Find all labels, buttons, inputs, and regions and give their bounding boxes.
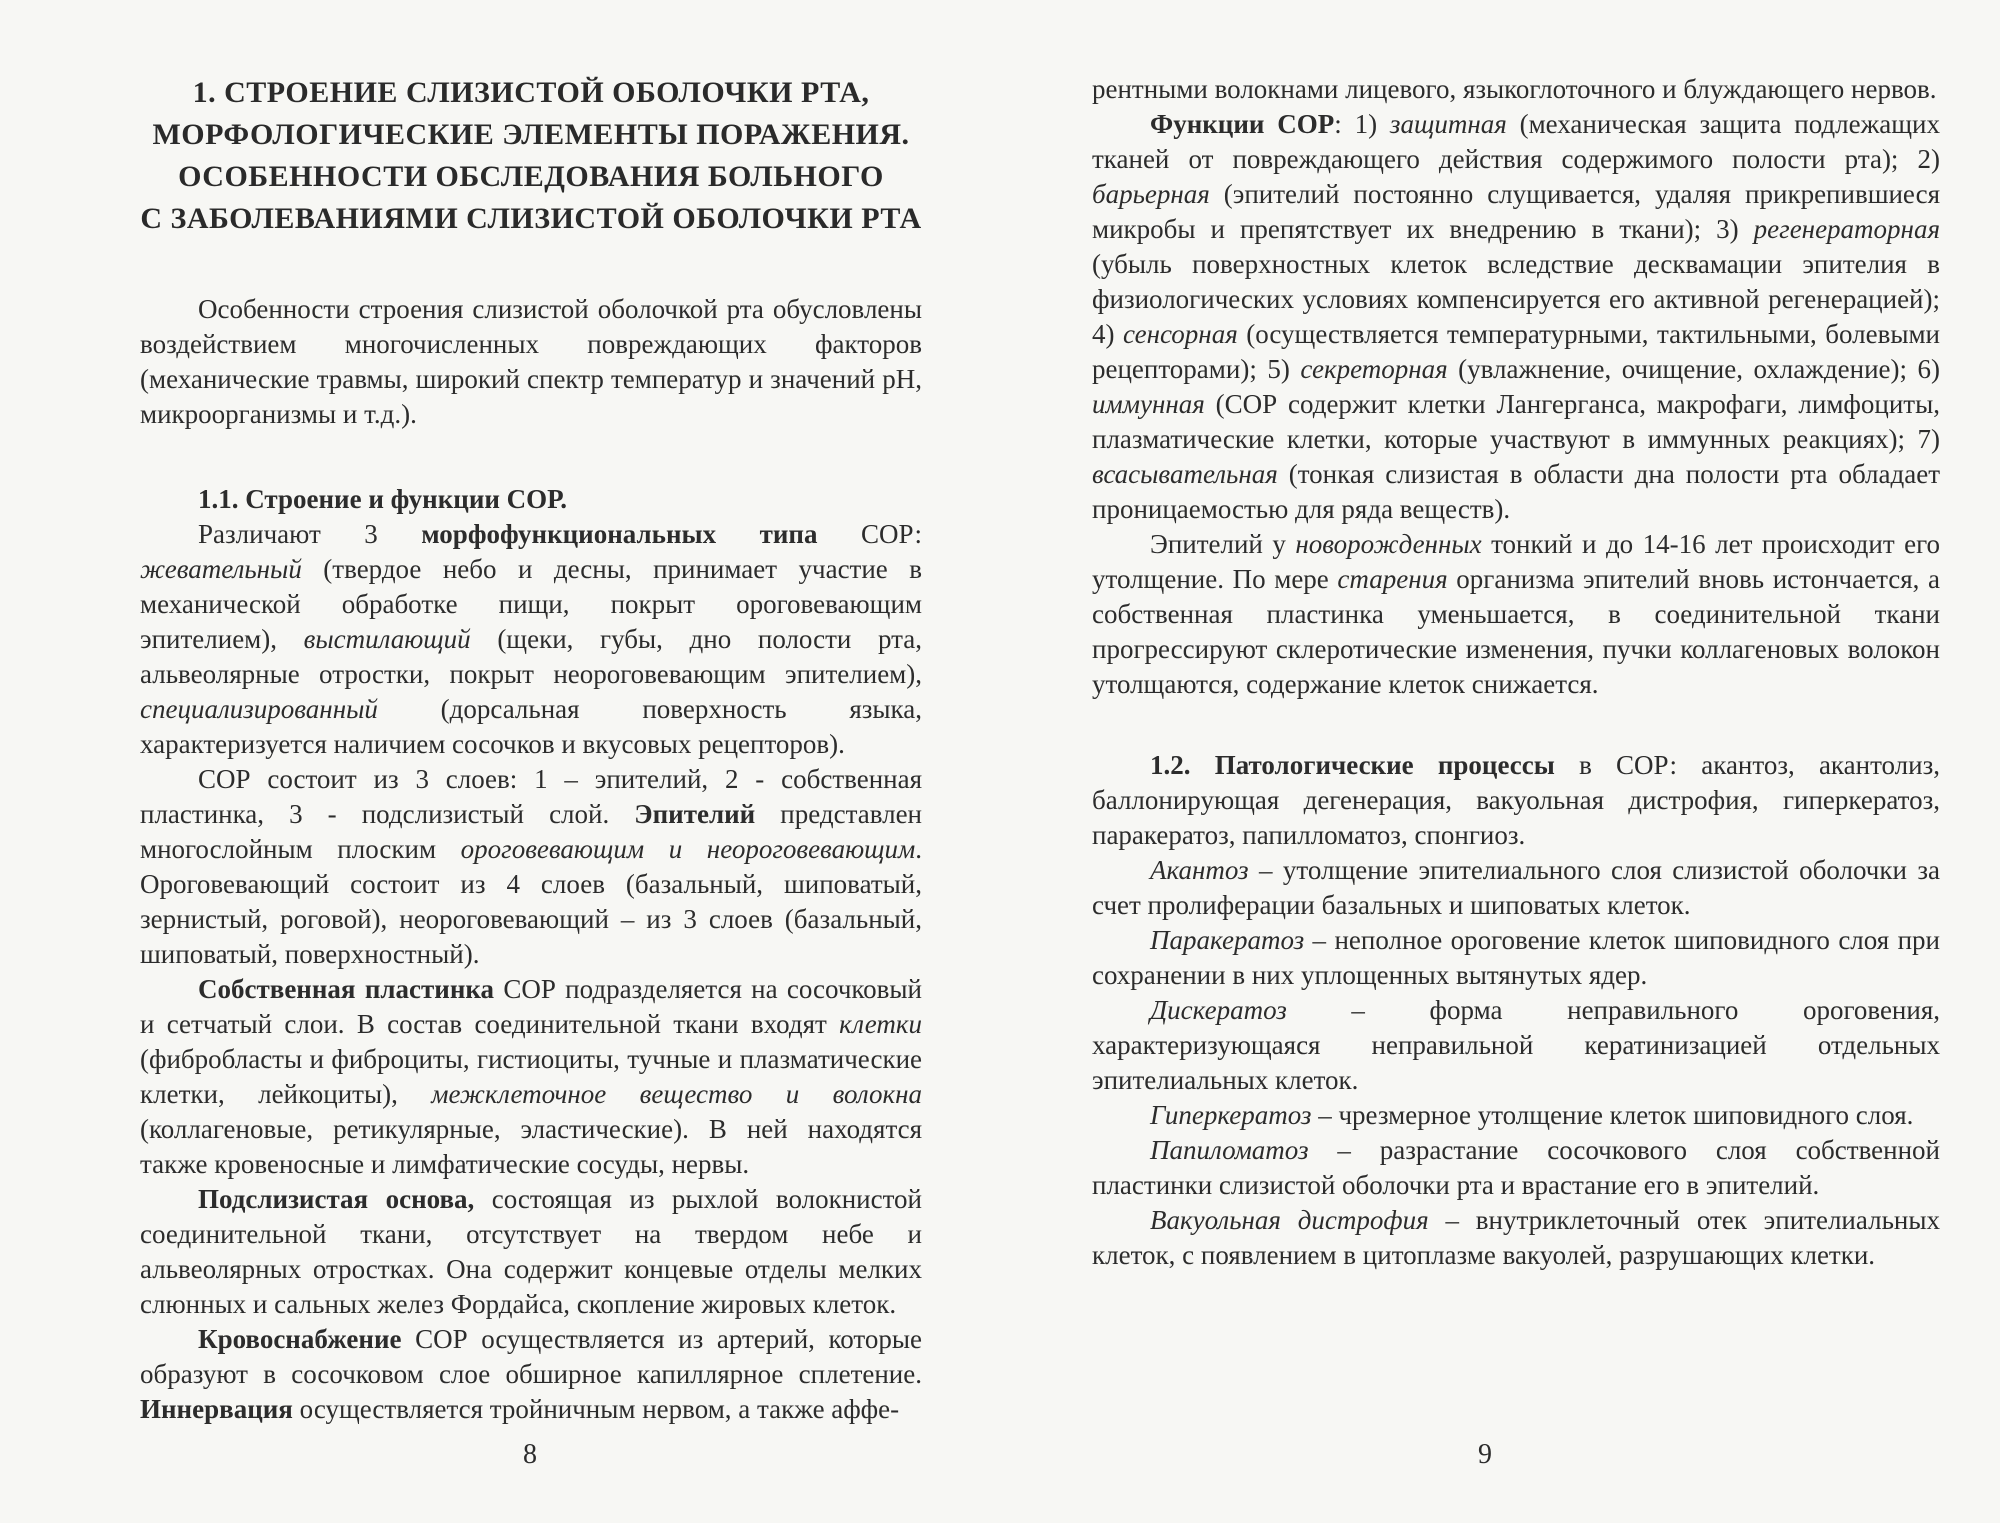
definition-item: Акантоз – утолщение эпителиального слоя слизистой оболочки за счет пролиферации базальных и шиповатых клеток. xyxy=(1092,855,1940,920)
chapter-title xyxy=(140,72,922,240)
definition-item: Гиперкератоз – чрезмерное утолщение клеток шиповидного слоя. xyxy=(1150,1100,1914,1130)
paragraph-submucosa: Подслизистая основа, состоящая из рыхлой волокнистой соединительной ткани, отсутствует на твердом небе и альвеолярных отростках. Она содержит концевые отделы мелких слюнных и сальных желез Фордайса, скопление жировых клеток. xyxy=(140,1184,922,1319)
paragraph-lamina-propria: Собственная пластинка СОР подразделяется на сосочковый и сетчатый слои. В состав соединительной ткани входят клетки (фибробласты и фиброциты, гистиоциты, тучные и плазматические клетки, лейкоциты), межклеточное вещество и волокна (коллагеновые, ретикулярные, эластические). В ней находятся также кровеносные и лимфатические сосуды, нервы. xyxy=(140,974,922,1179)
right-page xyxy=(1000,0,2000,1523)
chapter-title-line: МОРФОЛОГИЧЕСКИЕ ЭЛЕМЕНТЫ ПОРАЖЕНИЯ. xyxy=(152,118,910,151)
page-number-right: 9 xyxy=(1478,1439,1492,1470)
definition-item: Вакуольная дистрофия – внутриклеточный отек эпителиальных клеток, с появлением в цитоплазме вакуолей, разрушающих клетки. xyxy=(1092,1205,1940,1270)
chapter-title-line: 1. СТРОЕНИЕ СЛИЗИСТОЙ ОБОЛОЧКИ РТА, xyxy=(192,76,870,109)
paragraph-pathological-processes: 1.2. Патологические процессы в СОР: акантоз, акантолиз, баллонирующая дегенерация, вакуольная дистрофия, гиперкератоз, паракератоз, папилломатоз, спонгиоз. xyxy=(1092,750,1941,850)
paragraph-age-changes: Эпителий у новорожденных тонкий и до 14-16 лет происходит его утолщение. По мере старения организма эпителий вновь истончается, а собственная пластинка уменьшается, в соединительной ткани прогрессируют склеротические изменения, пучки коллагеновых волокон утолщаются, содержание клеток снижается. xyxy=(1092,529,1940,699)
intro-paragraph: Особенности строения слизистой оболочкой рта обусловлены воздействием многочисленных повреждающих факторов (механические травмы, широкий спектр температур и значений pH, микроорганизмы и т.д.). xyxy=(140,294,922,429)
section-heading-1-2: 1.2. Патологические процессы xyxy=(1150,750,1555,780)
definition-item: Паракератоз – неполное ороговение клеток шиповидного слоя при сохранении в них уплощенных вытянутых ядер. xyxy=(1092,925,1940,990)
chapter-title-line: С ЗАБОЛЕВАНИЯМИ СЛИЗИСТОЙ ОБОЛОЧКИ РТА xyxy=(140,202,922,235)
paragraph-continuation: рентными волокнами лицевого, языкоглоточного и блуждающего нервов. xyxy=(1092,74,1937,104)
definition-item: Дискератоз – форма неправильного ороговения, характеризующаяся неправильной кератинизацией отдельных эпителиальных клеток. xyxy=(1092,995,1940,1095)
paragraph-functions: Функции СОР: 1) защитная (механическая защита подлежащих тканей от повреждающего действия содержимого полости рта); 2) барьерная (эпителий постоянно слущивается, удаляя прикрепившиеся микробы и препятствует их внедрению в ткани); 3) регенераторная (убыль поверхностных клеток вследствие десквамации эпителия в физиологических условиях компенсируется его активной регенерацией); 4) сенсорная (осуществляется температурными, тактильными, болевыми рецепторами); 5) секреторная (увлажнение, очищение, охлаждение); 6) иммунная (СОР содержит клетки Лангерганса, макрофаги, лимфоциты, плазматические клетки, которые участвуют в иммунных реакциях); 7) всасывательная (тонкая слизистая в области дна полости рта обладает проницаемостью для ряда веществ). xyxy=(1092,109,1941,524)
paragraph-blood-supply: Кровоснабжение СОР осуществляется из артерий, которые образуют в сосочковом слое обширное капиллярное сплетение. Иннервация осуществляется тройничным нервом, а также аффе- xyxy=(140,1324,922,1424)
section-heading-1-1: 1.1. Строение и функции СОР. xyxy=(198,484,568,514)
paragraph-morphofunctional-types: Различают 3 морфофункциональных типа СОР: жевательный (твердое небо и десны, принимает участие в механической обработке пищи, покрыт ороговевающим эпителием), выстилающий (щеки, губы, дно полости рта, альвеолярные отростки, покрыт неороговевающим эпителием), специализированный (дорсальная поверхность языка, характеризуется наличием сосочков и вкусовых рецепторов). xyxy=(140,519,922,759)
chapter-title-line: ОСОБЕННОСТИ ОБСЛЕДОВАНИЯ БОЛЬНОГО xyxy=(178,160,884,193)
page-number-left: 8 xyxy=(523,1439,537,1470)
paragraph-layers: СОР состоит из 3 слоев: 1 – эпителий, 2 - собственная пластинка, 3 - подслизистый слой. Эпителий представлен многослойным плоским ороговевающим и неороговевающим. Ороговевающий состоит из 4 слоев (базальный, шиповатый, зернистый, роговой), неороговевающий – из 3 слоев (базальный, шиповатый, поверхностный). xyxy=(140,764,923,969)
definition-item: Папиломатоз – разрастание сосочкового слоя собственной пластинки слизистой оболочки рта и врастание его в эпителий. xyxy=(1092,1135,1940,1200)
